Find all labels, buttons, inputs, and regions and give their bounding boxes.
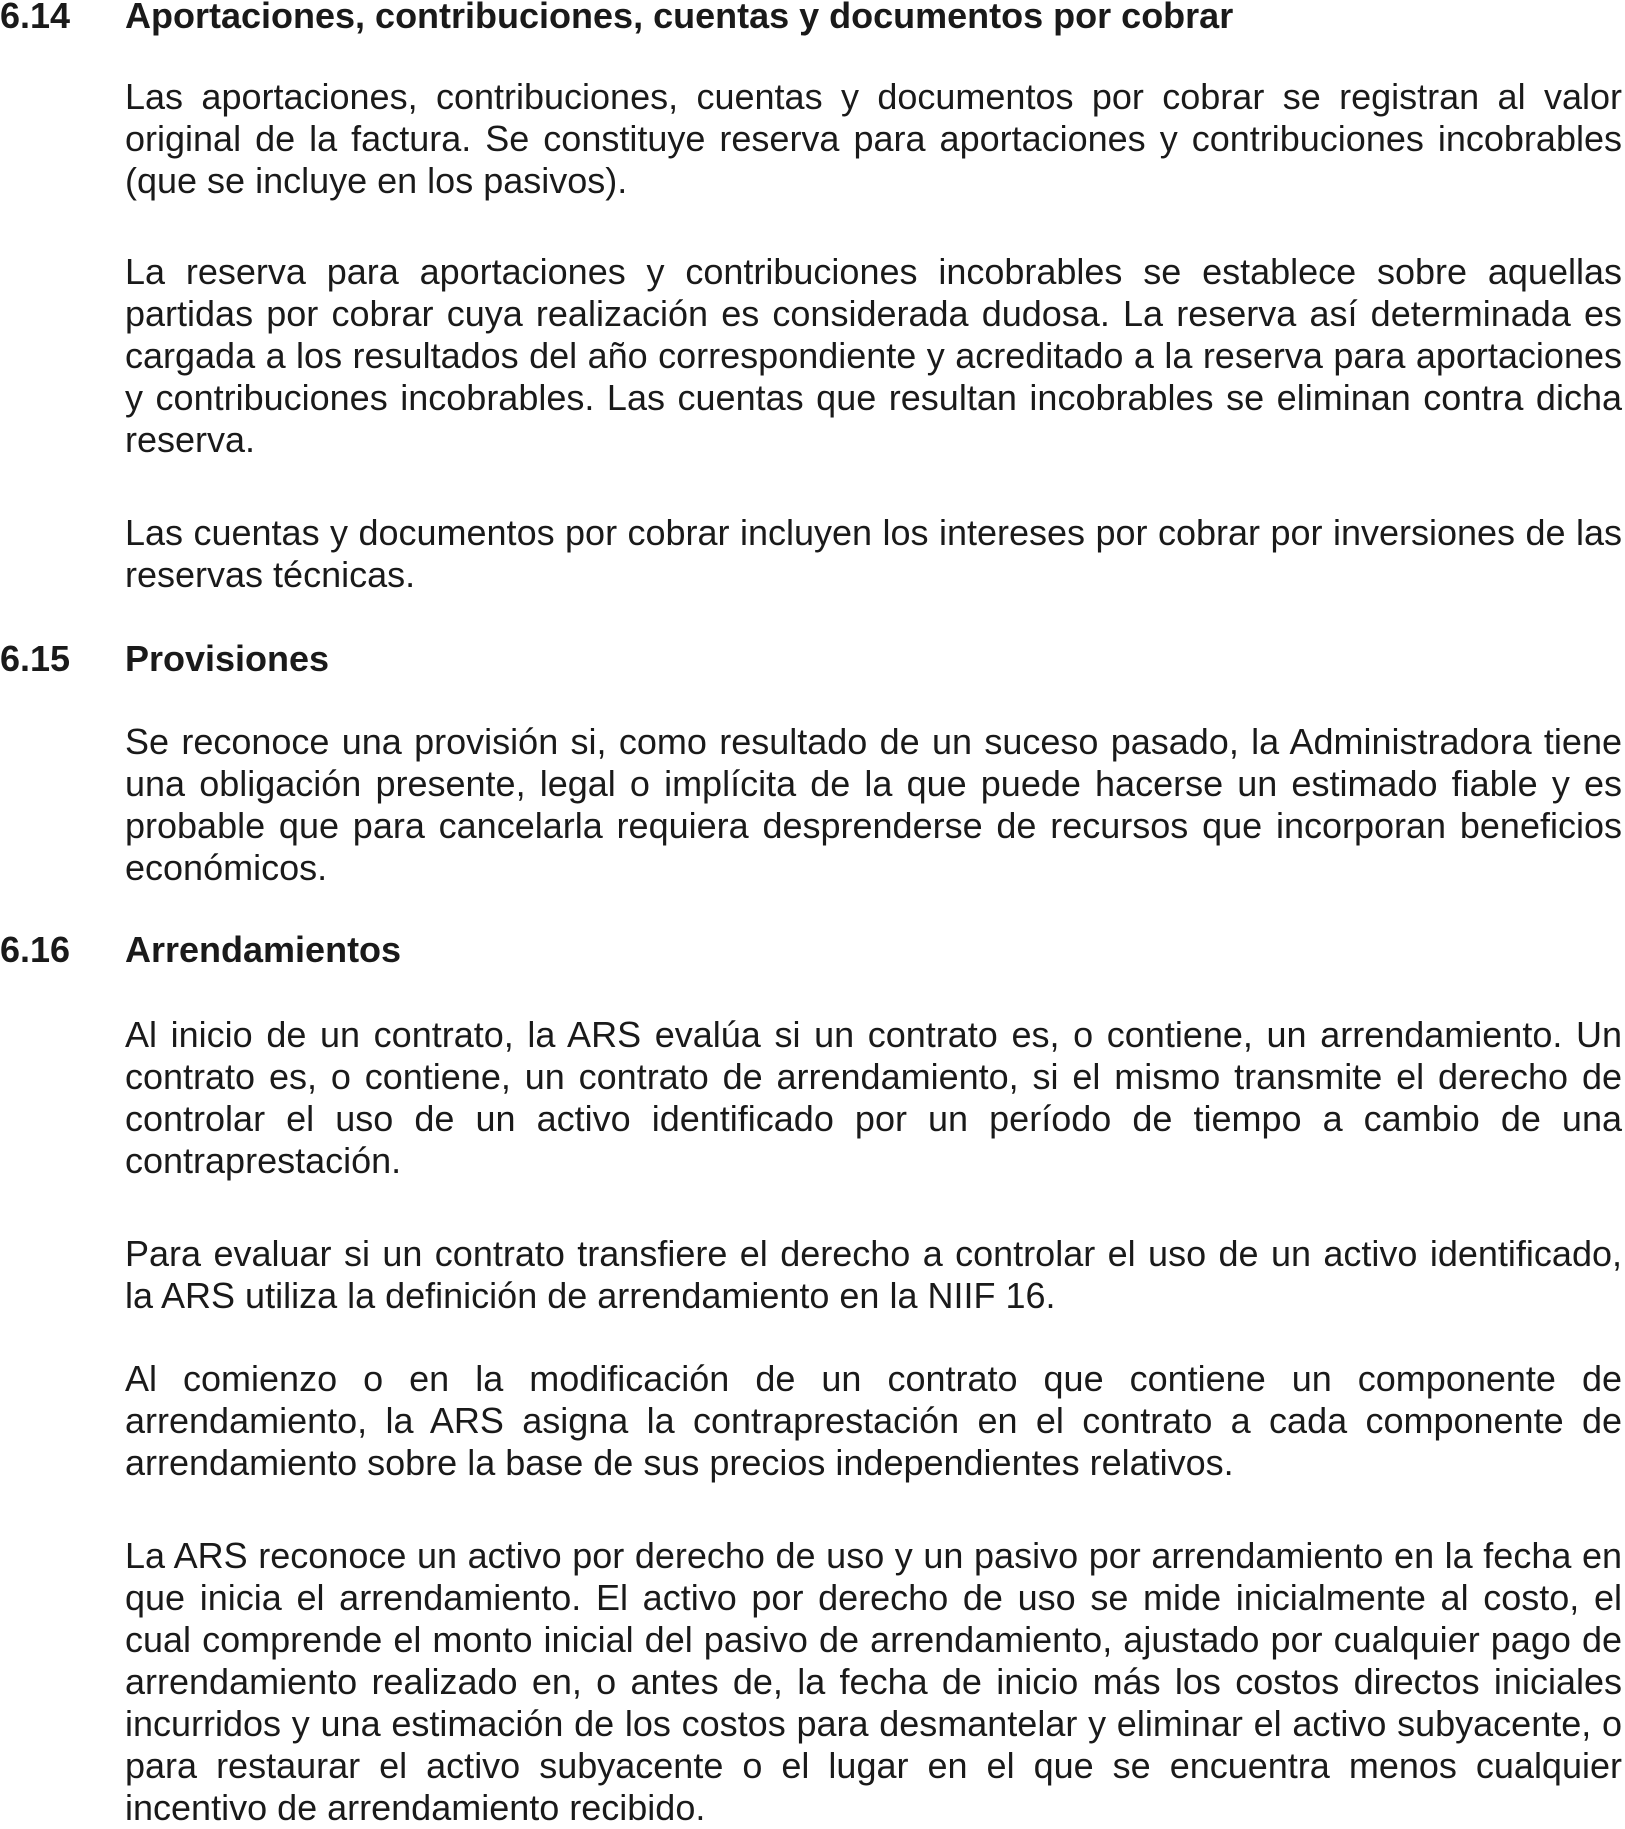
paragraph: Las cuentas y documentos por cobrar incluyen los intereses por cobrar por inversiones de las reservas técnicas. [125, 512, 1622, 595]
section-title: Aportaciones, contribuciones, cuentas y documentos por cobrar [125, 0, 1234, 36]
section-number: 6.14 [0, 0, 71, 36]
section-number: 6.16 [0, 929, 71, 970]
paragraph: Las aportaciones, contribuciones, cuentas y documentos por cobrar se registran al valor original de la factura. Se constituye reserva para aportaciones y contribuciones incobrables (que se incluye en los pasivos). [125, 76, 1622, 201]
paragraph: La ARS reconoce un activo por derecho de uso y un pasivo por arrendamiento en la fecha en que inicia el arrendamiento. El activo por derecho de uso se mide inicialmente al costo, el cual comprende el monto inicial del pasivo de arrendamiento, ajustado por cualquier pago de arrendamiento realizado en, o antes de, la fecha de inicio más los costos directos iniciales incurridos y una estimación de los costos para desmantelar y eliminar el activo subyacente, o para restaurar el activo subyacente o el lugar en el que se encuentra menos cualquier incentivo de arrendamiento recibido. [125, 1535, 1622, 1828]
paragraph: Al comienzo o en la modificación de un contrato que contiene un componente de arrendamiento, la ARS asigna la contraprestación en el contrato a cada componente de arrendamiento sobre la base de sus precios independientes relativos. [125, 1358, 1622, 1483]
paragraph: La reserva para aportaciones y contribuciones incobrables se establece sobre aquellas partidas por cobrar cuya realización es considerada dudosa. La reserva así determinada es cargada a los resultados del año correspondiente y acreditado a la reserva para aportaciones y contribuciones incobrables. Las cuentas que resultan incobrables se eliminan contra dicha reserva. [125, 251, 1622, 460]
section-title: Provisiones [125, 638, 330, 679]
paragraph: Para evaluar si un contrato transfiere el derecho a controlar el uso de un activo identificado, la ARS utiliza la definición de arrendamiento en la NIIF 16. [125, 1233, 1622, 1316]
section-number: 6.15 [0, 638, 71, 679]
paragraph: Al inicio de un contrato, la ARS evalúa si un contrato es, o contiene, un arrendamiento. Un contrato es, o contiene, un contrato de arrendamiento, si el mismo transmite el derecho de controlar el uso de un activo identificado por un período de tiempo a cambio de una contraprestación. [125, 1014, 1622, 1181]
paragraph: Se reconoce una provisión si, como resultado de un suceso pasado, la Administradora tiene una obligación presente, legal o implícita de la que puede hacerse un estimado fiable y es probable que para cancelarla requiera desprenderse de recursos que incorporan beneficios económicos. [125, 721, 1622, 888]
section-title: Arrendamientos [125, 929, 402, 970]
